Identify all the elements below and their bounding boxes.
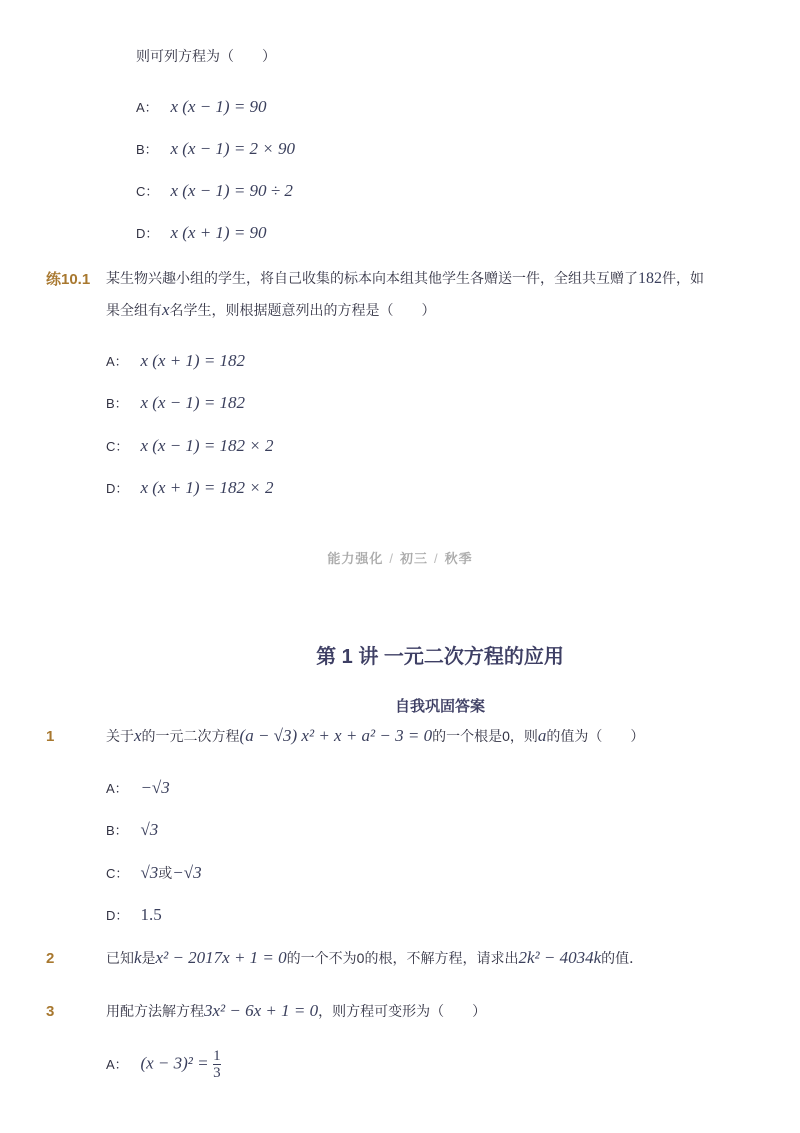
question-text: ，则方程可变形为（ ） — [318, 1003, 487, 1019]
question-text: 的一个根是 — [432, 728, 503, 744]
question-equation: x² − 2017x + 1 = 0 — [155, 948, 287, 967]
practice-option-d[interactable] — [106, 478, 274, 498]
question-var: a — [537, 726, 547, 745]
option-expr: x (x + 1) = 182 — [140, 351, 246, 370]
option-label: B： — [106, 396, 128, 411]
option-expr: (x − 3)² = — [140, 1053, 209, 1073]
practice-text: 件，如 — [662, 270, 704, 286]
option-expr: x (x + 1) = 90 — [170, 223, 267, 242]
question-number: 3 — [46, 1003, 55, 1020]
option-label: C： — [136, 184, 159, 199]
prev-question-prompt: 则可列方程为（ ） — [136, 48, 276, 64]
option-expr: x (x − 1) = 2 × 90 — [170, 139, 296, 158]
option-label: B： — [136, 142, 158, 157]
question-3-text — [106, 1001, 486, 1021]
question-var: k — [134, 948, 142, 967]
practice-count: 182 — [638, 270, 662, 287]
breadcrumb-separator: / — [389, 551, 394, 566]
option-expr: x (x − 1) = 182 × 2 — [140, 436, 274, 455]
breadcrumb-item: 初三 — [399, 551, 428, 566]
option-expr: √3 — [140, 820, 159, 839]
q1-option-b[interactable] — [106, 820, 158, 840]
q1-option-c[interactable] — [106, 863, 202, 883]
option-or: 或 — [158, 865, 173, 881]
question-expression: 2k² − 4034k — [518, 948, 602, 967]
option-expr: −√3 — [172, 863, 202, 882]
question-number: 2 — [46, 950, 55, 967]
option-label: D： — [136, 226, 159, 241]
option-expr: x (x − 1) = 90 ÷ 2 — [170, 181, 293, 200]
fraction-numerator: 1 — [213, 1048, 221, 1064]
option-label: A： — [136, 100, 158, 115]
option-expr: √3 — [140, 863, 159, 882]
practice-number: 练10.1 — [46, 271, 91, 288]
practice-var: x — [162, 300, 170, 319]
question-text: 用配方法解方程 — [106, 1003, 204, 1019]
question-text: ，则 — [509, 728, 538, 744]
prev-option-c[interactable] — [136, 181, 293, 201]
question-text: 是 — [141, 950, 156, 966]
practice-line-1 — [106, 268, 766, 288]
option-label: D： — [106, 908, 129, 923]
practice-text: 果全组有 — [106, 302, 162, 318]
prev-option-d[interactable] — [136, 223, 267, 243]
breadcrumb-item: 能力强化 — [327, 551, 384, 566]
breadcrumb-separator: / — [434, 551, 439, 566]
q1-option-a[interactable] — [106, 778, 170, 798]
option-label: A： — [106, 354, 128, 369]
practice-option-c[interactable] — [106, 436, 274, 456]
question-zero: 0 — [502, 728, 510, 744]
practice-text: 名学生，则根据题意列出的方程是（ ） — [169, 302, 436, 318]
fraction-denominator: 3 — [213, 1065, 221, 1081]
option-label: C： — [106, 439, 129, 454]
question-zero: 0 — [356, 950, 365, 966]
option-expr: x (x − 1) = 182 — [140, 393, 246, 412]
question-number: 1 — [46, 728, 55, 745]
option-expr: −√3 — [140, 778, 170, 797]
option-label: A： — [106, 781, 128, 796]
question-var: x — [134, 726, 142, 745]
question-2-text — [106, 948, 643, 968]
question-text: 的值． — [601, 950, 644, 966]
question-text: 关于 — [106, 728, 134, 744]
option-label: D： — [106, 481, 129, 496]
option-expr: x (x − 1) = 90 — [170, 97, 267, 116]
practice-option-b[interactable] — [106, 393, 245, 413]
practice-line-2 — [106, 300, 436, 320]
breadcrumb — [0, 548, 800, 567]
prev-option-a[interactable] — [136, 97, 267, 117]
section-title: 自我巩固答案 — [394, 698, 485, 715]
practice-text: 某生物兴趣小组的学生，将自己收集的标本向本组其他学生各赠送一件，全组共互赠了 — [106, 270, 638, 286]
option-fraction — [213, 1048, 221, 1081]
option-expr: x (x + 1) = 182 × 2 — [140, 478, 274, 497]
question-text: 的一元二次方程 — [141, 728, 240, 744]
option-expr: 1.5 — [140, 905, 162, 924]
option-label: C： — [106, 866, 129, 881]
question-text: 的值为（ ） — [546, 728, 645, 744]
option-label: B： — [106, 823, 128, 838]
question-text: 的根，不解方程，请求出 — [364, 950, 519, 966]
question-1-text — [106, 726, 644, 746]
breadcrumb-item: 秋季 — [444, 551, 473, 566]
lesson-title: 第 1 讲 一元二次方程的应用 — [316, 646, 564, 668]
question-text: 已知 — [106, 950, 134, 966]
prev-option-b[interactable] — [136, 139, 295, 159]
option-label: A： — [106, 1056, 128, 1072]
question-equation: 3x² − 6x + 1 = 0 — [204, 1001, 319, 1020]
q1-option-d[interactable] — [106, 905, 162, 925]
q3-option-a[interactable] — [106, 1048, 221, 1081]
practice-option-a[interactable] — [106, 351, 245, 371]
question-equation: (a − √3) x² + x + a² − 3 = 0 — [239, 726, 433, 745]
question-text: 的一个不为 — [286, 950, 357, 966]
